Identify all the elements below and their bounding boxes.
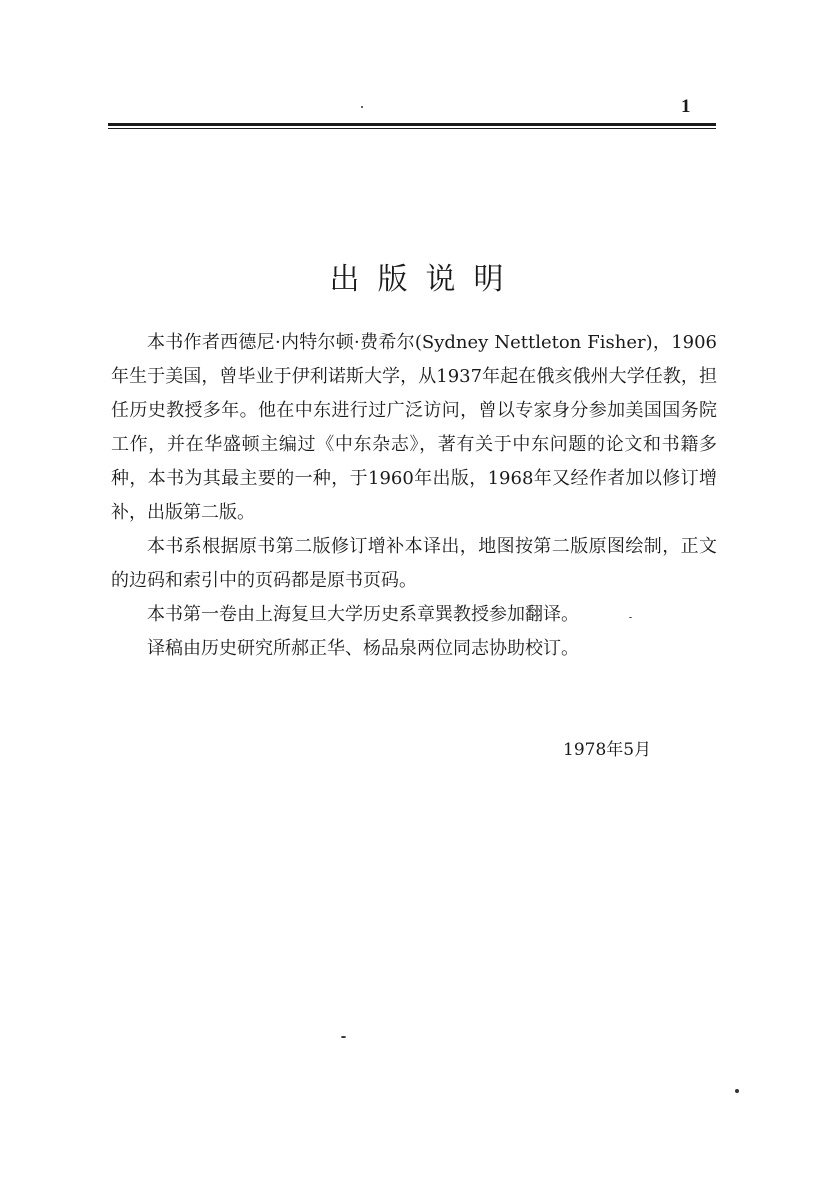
scan-speck	[341, 1036, 346, 1038]
scan-speck	[361, 106, 363, 108]
header-rule	[108, 123, 716, 130]
paragraph-translator: 本书第一卷由上海复旦大学历史系章巽教授参加翻译。	[147, 604, 579, 625]
publication-date: 1978年5月	[563, 740, 652, 760]
header-rule-thick	[108, 123, 716, 126]
paragraph-author: 本书作者西德尼·内特尔顿·费希尔(Sydney Nettleton Fisher)，1906年生于美国，曾毕业于伊利诺斯大学，从1937年起在俄亥俄州大学任教，担任历史教授多年。他在中东进行过广泛访问，曾以专家身分参加美国国务院工作，并在华盛顿主编过《中东杂志》，著有关于中东问题的论文和书籍多种，本书为其最主要的一种，于1960年出版，1968年又经作者加以修订增补，出版第二版。	[111, 332, 717, 523]
paragraph-proofreaders: 译稿由历史研究所郝正华、杨品泉两位同志协助校订。	[147, 638, 579, 659]
scan-speck	[735, 1089, 739, 1093]
header-rule-thin	[108, 128, 716, 129]
page-title: 出版说明	[329, 262, 522, 297]
paragraph-translation-source: 本书系根据原书第二版修订增补本译出，地图按第二版原图绘制，正文的边码和索引中的页码都是原书页码。	[111, 536, 717, 591]
page-number: 1	[681, 96, 691, 117]
scan-speck	[629, 617, 632, 618]
body-text	[111, 326, 717, 666]
